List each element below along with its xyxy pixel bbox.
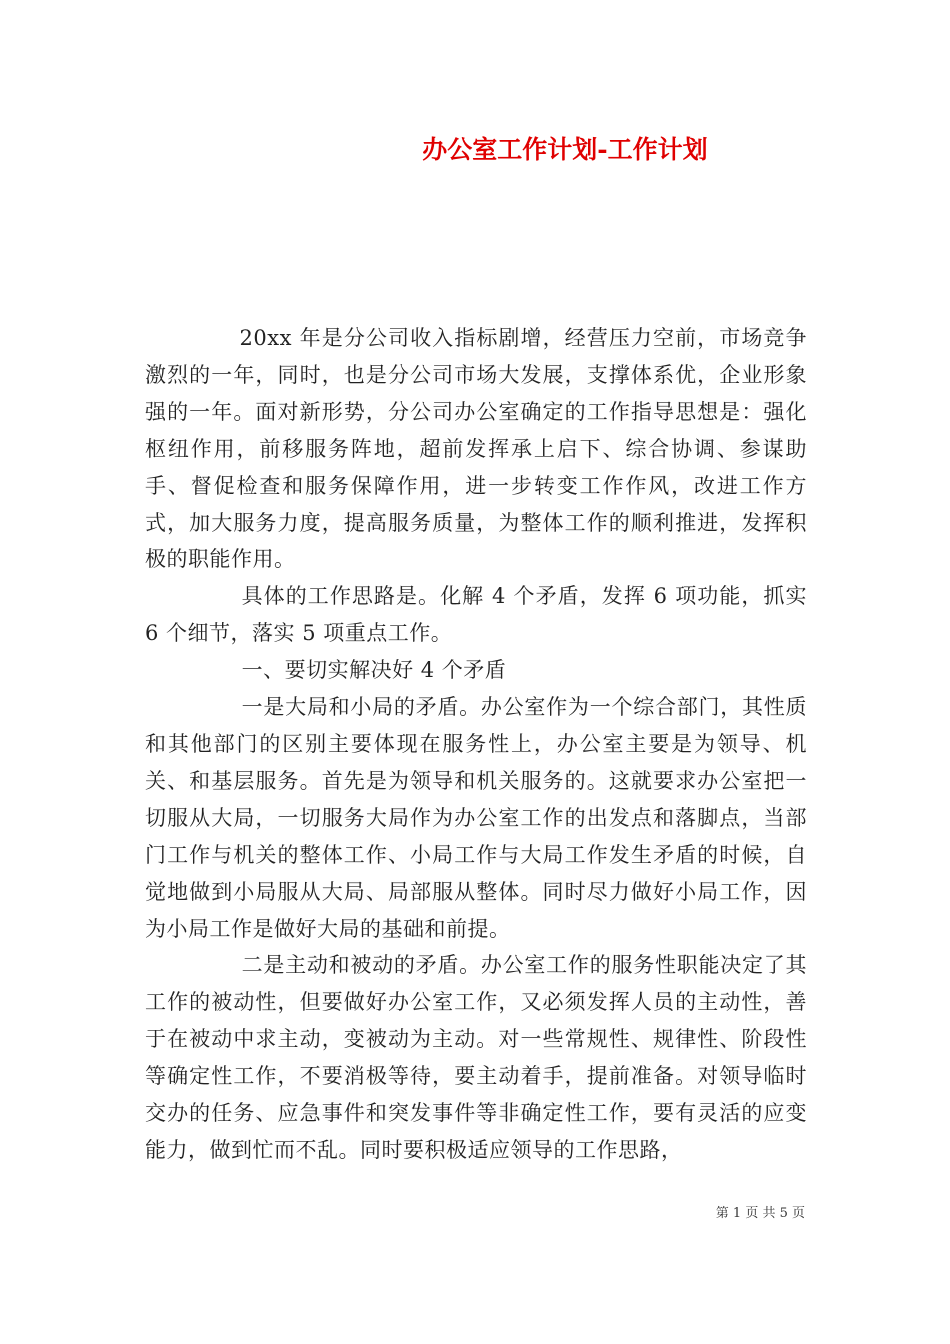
section-heading-1: 一、要切实解决好 4 个矛盾 bbox=[241, 658, 507, 683]
paragraph-big-small: 一是大局和小局的矛盾。办公室作为一个综合部门，其性质和其他部门的区别主要体现在服务性上，办公室主要是为领导、机关、和基层服务。首先是为领导和机关服务的。这就要求办公室把一切服从大局，一切服务大局作为办公室工作的出发点和落脚点，当部门工作与机关的整体工作、小局工作与大局工作发生矛盾的时候，自觉地做到小局服从大局、局部服从整体。同时尽力做好小局工作，因为小局工作是做好大局的基础和前提。 bbox=[145, 695, 807, 941]
document-title: 办公室工作计划-工作计划 bbox=[422, 135, 708, 164]
paragraph-intro: 20xx 年是分公司收入指标剧增，经营压力空前，市场竞争激烈的一年，同时，也是分公司市场大发展，支撑体系优，企业形象强的一年。面对新形势，分公司办公室确定的工作指导思想是：强化枢纽作用，前移服务阵地，超前发挥承上启下、综合协调、参谋助手、督促检查和服务保障作用，进一步转变工作作风，改进工作方式，加大服务力度，提高服务质量，为整体工作的顺利推进，发挥积极的职能作用。 bbox=[145, 326, 807, 572]
document-body bbox=[145, 320, 807, 1169]
page-number: 第 1 页 共 5 页 bbox=[715, 1206, 805, 1221]
paragraph-active-passive: 二是主动和被动的矛盾。办公室工作的服务性职能决定了其工作的被动性，但要做好办公室工作，又必须发挥人员的主动性，善于在被动中求主动，变被动为主动。对一些常规性、规律性、阶段性等确定性工作，不要消极等待，要主动着手，提前准备。对领导临时交办的任务、应急事件和突发事件等非确定性工作，要有灵活的应变能力，做到忙而不乱。同时要积极适应领导的工作思路， bbox=[145, 953, 807, 1162]
paragraph-approach: 具体的工作思路是。化解 4 个矛盾，发挥 6 项功能，抓实 6 个细节，落实 5 项重点工作。 bbox=[145, 584, 807, 646]
